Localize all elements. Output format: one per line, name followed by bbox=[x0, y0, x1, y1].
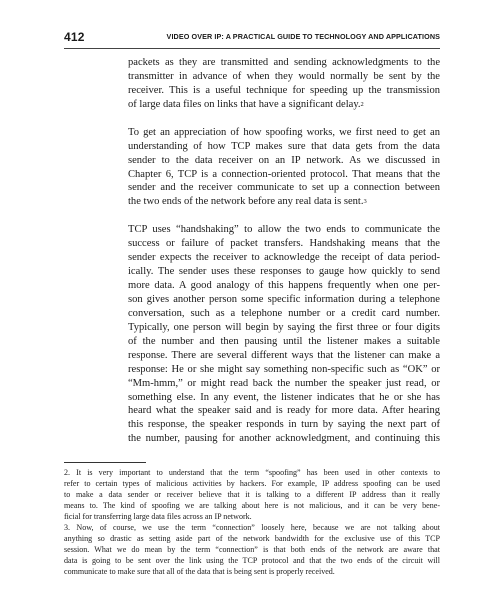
body-line: ically. The sender uses these responses to gauge how quickly to send bbox=[128, 266, 440, 278]
body-line: TCP uses “handshaking” to allow the two ends to communicate the bbox=[128, 224, 440, 236]
body-line: conversation, such as a telephone number or a credit card number. bbox=[128, 307, 440, 319]
body-line: more data. A good analogy of this happens frequently when one per- bbox=[128, 280, 440, 291]
running-head: VIDEO OVER IP: A PRACTICAL GUIDE TO TECHNOLOGY AND APPLICATIONS bbox=[166, 32, 440, 41]
page-header bbox=[64, 30, 440, 46]
body-line: response: He or she might say something non-specific such as “OK” or bbox=[128, 363, 440, 375]
body-line: this response, the speaker responds in turn by saying the next part of bbox=[128, 419, 440, 431]
page-number: 412 bbox=[64, 30, 85, 44]
body-line: heard what the speaker said and is ready for more data. After hearing bbox=[128, 405, 440, 417]
footnotes bbox=[64, 467, 440, 577]
footnote-ref[interactable]: 2 bbox=[360, 100, 364, 108]
header-rule bbox=[64, 48, 440, 49]
body-line: response. There are several different ways that the listener can make a bbox=[128, 349, 440, 361]
body-line: the number, pausing for another acknowledgment, and continuing this bbox=[128, 433, 440, 445]
footnote-line: 3. Now, of course, we use the term “connection” loosely here, because we are not talking about bbox=[64, 523, 440, 533]
body-line: the two ends of the network before any real data is sent.$^3$ bbox=[128, 196, 367, 208]
body-line: packets as they are transmitted and sending acknowledgments to the bbox=[128, 57, 440, 68]
footnote-rule bbox=[64, 462, 146, 463]
body-line: success or failure of packet transfers. Handshaking means that the bbox=[128, 238, 440, 250]
footnote-line: means to. The kind of spoofing we are talking about here is not malicious, and it can be very bene- bbox=[64, 501, 440, 511]
footnote-ref[interactable]: 3 bbox=[363, 198, 367, 206]
body-line: sender and the receiver communicate to set up a connection between bbox=[128, 182, 440, 194]
body-line: sender expects the receiver to acknowledge the receipt of data period- bbox=[128, 252, 440, 264]
body-line: sender to the data receiver on an IP network. As we discussed in bbox=[128, 154, 440, 166]
body-line: of the number and then pausing until the listener makes a suitable bbox=[128, 335, 440, 347]
footnote-line: communicate to make sure that all of the data that is being sent is properly received. bbox=[64, 567, 335, 577]
footnote-line: ficial for transferring large data files across an IP network. bbox=[64, 512, 252, 522]
paragraph-gap bbox=[128, 112, 440, 126]
body-line: To get an appreciation of how spoofing works, we first need to get an bbox=[128, 126, 440, 138]
footnote-line: session. What we do mean by the term “connection” is that both ends of the network are aware that bbox=[64, 545, 440, 555]
body-line: transmitter in advance of when they would normally be sent by the bbox=[128, 70, 440, 82]
body-line: Typically, one person will begin by saying the first three or four digits bbox=[128, 321, 440, 333]
body-text bbox=[128, 56, 440, 446]
footnote-line: to make a data sender or receiver believe that it is talking to a different IP address than it really bbox=[64, 490, 440, 500]
footnote-line: refer to certain types of malicious activities by hackers. For example, IP address spoofing can be used bbox=[64, 479, 440, 489]
footnote-line: data is going to be sent over the link using the TCP protocol and that the two ends of the circuit will bbox=[64, 556, 440, 566]
body-line: understanding of how TCP makes sure that data gets from the data bbox=[128, 140, 440, 152]
body-line: receiver. This is a useful technique for speeding up the transmission bbox=[128, 84, 440, 96]
paragraph-gap bbox=[128, 209, 440, 223]
footnote-line: 2. It is very important to understand that the term “spoofing” has been used in other contexts to bbox=[64, 468, 440, 477]
body-line: Chapter 6, TCP is a connection-oriented protocol. That means that the bbox=[128, 168, 440, 180]
footnote-line: anything so drastic as setting aside part of the network bandwidth for the exclusive use of this TCP bbox=[64, 534, 440, 544]
body-line: son gives another person some specific information during a telephone bbox=[128, 293, 440, 305]
body-line: something else. In any event, the listener indicates that he or she has bbox=[128, 391, 440, 403]
body-line: of large data files on links that have a significant delay.$^2$ bbox=[128, 98, 364, 110]
body-line: “Mm-hmm,” or might read back the number the speaker just read, or bbox=[128, 377, 440, 389]
